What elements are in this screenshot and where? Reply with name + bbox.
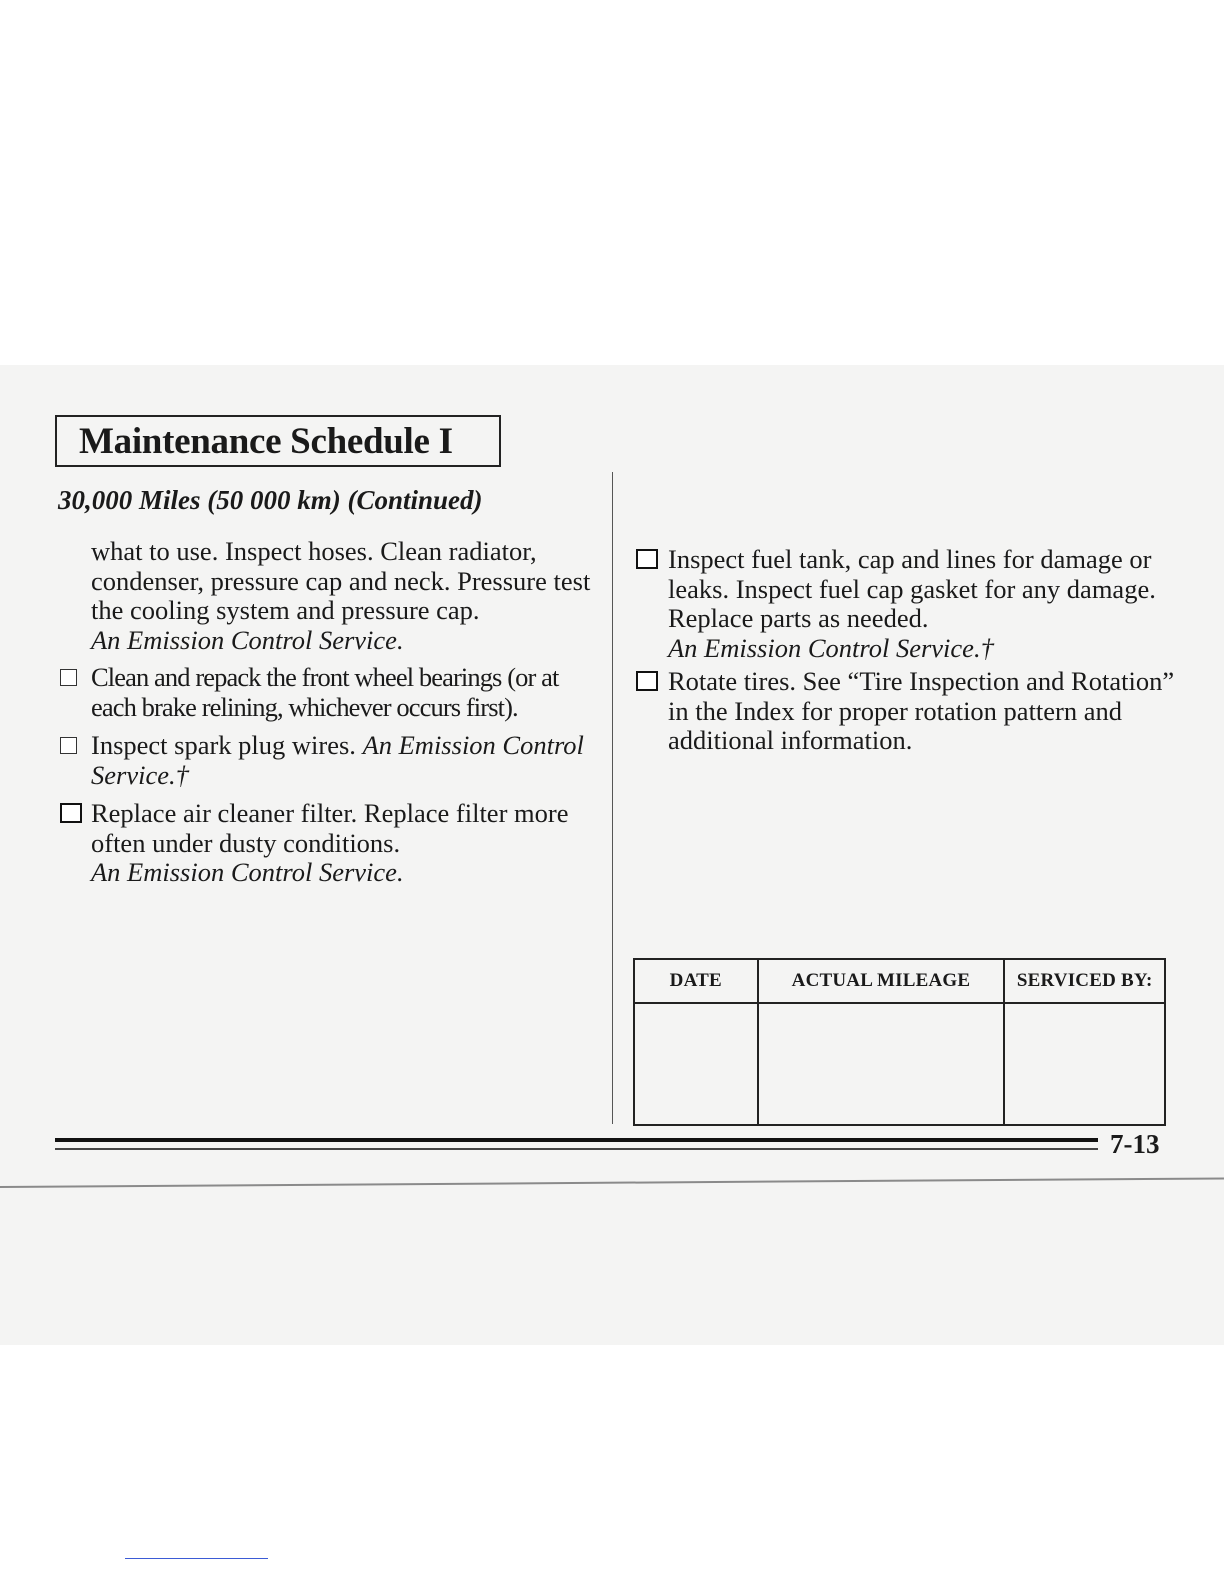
- checkbox-icon[interactable]: [60, 669, 77, 686]
- checkbox-icon[interactable]: [60, 803, 82, 823]
- emission-note: An Emission Control Service.: [91, 857, 404, 887]
- maintenance-item-wheel-bearings: [60, 663, 605, 722]
- footer-rule-thick: [55, 1138, 1098, 1142]
- table-row: [634, 1003, 1165, 1125]
- continued-text: [60, 537, 605, 655]
- emission-note: An Emission Control Service.†: [668, 632, 994, 663]
- date-column-header: DATE: [634, 959, 758, 1003]
- maintenance-item-spark-plug-wires: [60, 731, 605, 790]
- emission-note: An Emission Control Service.: [91, 624, 404, 655]
- date-cell[interactable]: [634, 1003, 758, 1125]
- footer-link-line: [125, 1558, 268, 1559]
- serviced-by-column-header: SERVICED BY:: [1004, 959, 1165, 1003]
- item-text: Replace air cleaner filter. Replace filter more often under dusty conditions.: [91, 798, 569, 858]
- right-column: [636, 545, 1176, 760]
- item-text: Clean and repack the front wheel bearings (or at each brake relining, whichever occurs first).: [91, 662, 559, 722]
- service-record-table: [633, 958, 1166, 1126]
- page-number: 7-13: [1110, 1129, 1160, 1159]
- mileage-subheading: 30,000 Miles (50 000 km) (Continued): [58, 485, 483, 515]
- section-title-box: [55, 415, 501, 467]
- checkbox-icon[interactable]: [636, 549, 658, 569]
- serviced-by-cell[interactable]: [1004, 1003, 1165, 1125]
- maintenance-item-rotate-tires: [636, 667, 1176, 756]
- footer-rule-thin: [55, 1148, 1098, 1150]
- item-text: Rotate tires. See “Tire Inspection and Rotation” in the Index for proper rotation pattern and additional information.: [668, 666, 1175, 755]
- emission-note: An Emission Control Service.†: [91, 730, 584, 790]
- column-divider: [612, 472, 613, 1124]
- table-header-row: [634, 959, 1165, 1003]
- maintenance-item-air-cleaner: [60, 799, 605, 888]
- maintenance-item-fuel-tank: [636, 545, 1176, 663]
- checkbox-icon[interactable]: [60, 737, 77, 754]
- item-text: Inspect fuel tank, cap and lines for damage or leaks. Inspect fuel cap gasket for any damage. Replace parts as needed.: [668, 544, 1156, 633]
- continued-text-body: what to use. Inspect hoses. Clean radiator, condenser, pressure cap and neck. Pressure test the cooling system and pressure cap.: [91, 536, 591, 625]
- item-text: Inspect spark plug wires.: [91, 730, 363, 760]
- section-title: Maintenance Schedule I: [79, 421, 453, 462]
- left-column: [60, 537, 605, 897]
- checkbox-icon[interactable]: [636, 671, 658, 691]
- mileage-cell[interactable]: [758, 1003, 1005, 1125]
- mileage-column-header: ACTUAL MILEAGE: [758, 959, 1005, 1003]
